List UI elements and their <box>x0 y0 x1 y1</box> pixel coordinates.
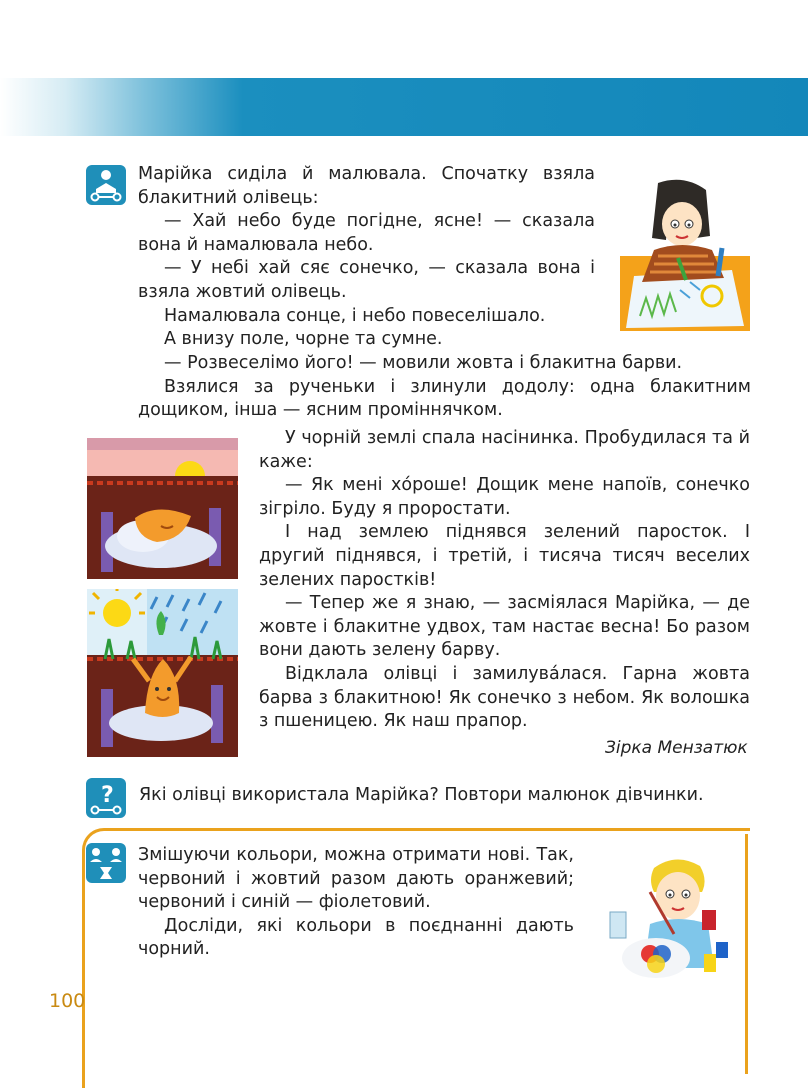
task-paragraph: Досліди, які кольори в поєднанні дають чорний. <box>138 915 574 960</box>
research-icon <box>86 843 126 883</box>
section-banner <box>0 78 808 136</box>
story-paragraph: Взялися за рученьки і злинули додолу: одна блакитним дощиком, інша — ясним проміннячком. <box>138 376 751 421</box>
question-icon <box>86 778 126 818</box>
page-number: 100 <box>49 990 86 1012</box>
story-paragraph: Намалювала сонце, і небо повеселішало. <box>164 305 546 326</box>
boy-painting-illustration <box>604 852 736 984</box>
story-paragraph: — Хай небо буде погідне, ясне! — сказала вона й намалювала небо. <box>138 211 595 255</box>
task-paragraph: Змішуючи кольори, можна отримати нові. Так, червоний і жовтий разом дають оранжевий; червоний і синій — фіолетовий. <box>138 845 574 913</box>
reading-icon <box>86 165 126 205</box>
story-paragraph: — У небі хай сяє сонечко, — сказала вона і взяла жовтий олівець. <box>138 258 595 302</box>
story-paragraph: Відклала олівці і замилува́лася. Гарна жовта барва з блакитною! Як сонечко з небом. Як волошка з пшеницею. Як наш прапор. <box>259 663 750 732</box>
story-paragraph: — Тепер же я знаю, — засміялася Марійка, — де жовте і блакитне удвох, там настає весна! Бо разом вони дають зелену барву. <box>259 593 750 661</box>
story-text-top <box>138 163 595 352</box>
story-text-middle <box>138 352 751 423</box>
sprout-illustration <box>87 589 238 757</box>
story-paragraph: Марійка сиділа й малювала. Спочатку взяла блакитний олівець: <box>138 164 595 208</box>
girl-drawing-illustration <box>620 178 750 331</box>
sleeping-seed-illustration <box>87 438 238 579</box>
story-paragraph: — Розвеселімо його! — мовили жовта і блакитна барви. <box>164 353 683 373</box>
task-text <box>138 844 574 962</box>
svg-text:?: ? <box>101 783 114 808</box>
question-text: Які олівці використала Марійка? Повтори малюнок дівчинки. <box>139 785 704 805</box>
story-text-bottom <box>259 427 750 734</box>
story-paragraph: У чорній землі спала насінинка. Пробудилася та й каже: <box>259 428 750 472</box>
story-paragraph: А внизу поле, чорне та сумне. <box>164 329 443 350</box>
story-paragraph: — Як мені хо́роше! Дощик мене напоїв, сонечко зігріло. Буду я проростати. <box>259 475 750 519</box>
author-name: Зірка Мензатюк <box>605 738 748 758</box>
story-paragraph: І над землею піднявся зелений паросток. І другий піднявся, і третій, і тисяча тисяч веселих зелених паростків! <box>259 522 750 590</box>
task-frame-right <box>745 834 748 1074</box>
